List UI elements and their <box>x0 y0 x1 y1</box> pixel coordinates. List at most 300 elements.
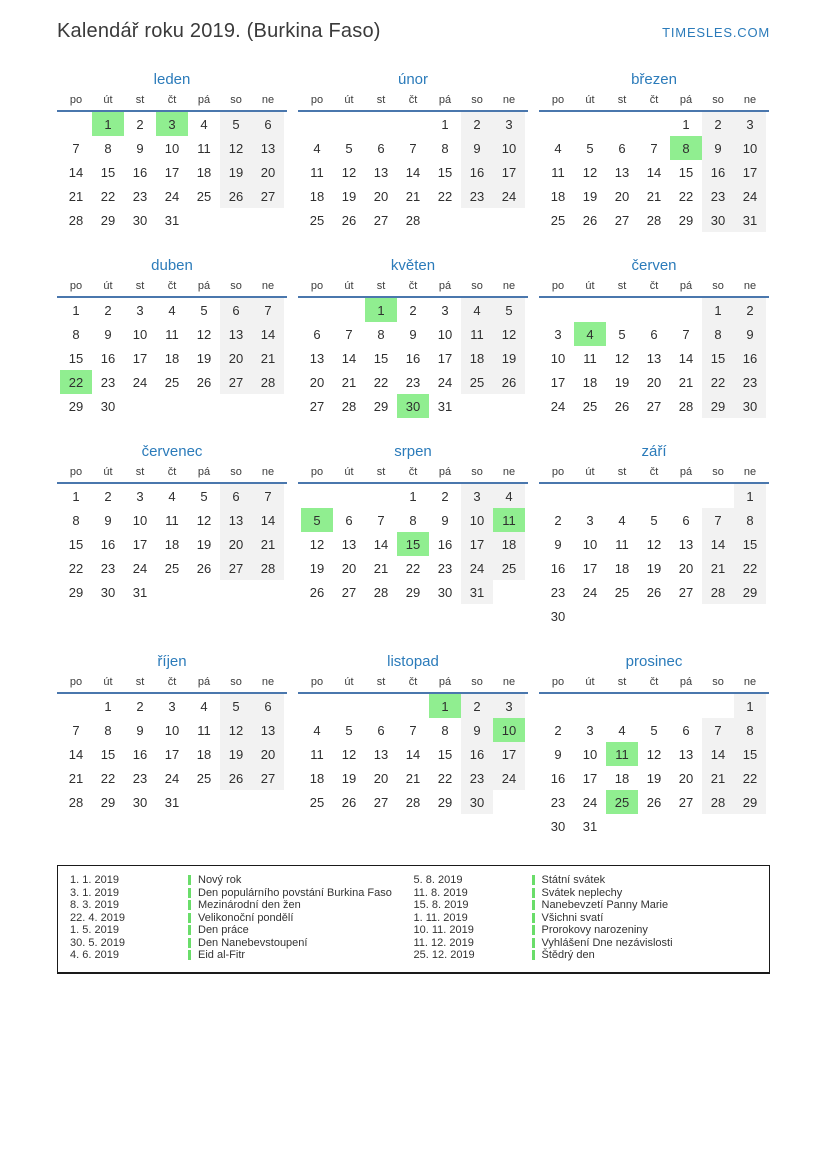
day-cell: 1 <box>734 694 766 718</box>
weekday-label: pá <box>197 676 211 688</box>
days-grid <box>298 298 528 418</box>
day-cell: 18 <box>309 770 325 786</box>
day-cell: 26 <box>341 212 357 228</box>
day-cell: 2 <box>136 116 144 132</box>
day-cell: 19 <box>493 346 525 370</box>
day-cell: 2 <box>461 694 493 718</box>
weekday-label: po <box>551 676 565 688</box>
weekday-label: so <box>712 280 724 292</box>
day-cell: 23 <box>461 766 493 790</box>
day-cell: 12 <box>646 536 662 552</box>
day-cell: 3 <box>136 488 144 504</box>
day-cell: 25 <box>606 790 638 814</box>
month-květen <box>298 257 528 418</box>
day-cell: 5 <box>586 140 594 156</box>
day-cell: 29 <box>100 212 116 228</box>
legend-label: Vyhlášení Dne nezávislosti <box>541 936 673 949</box>
day-cell: 29 <box>437 794 453 810</box>
weekday-label: so <box>230 676 242 688</box>
day-cell: 20 <box>252 742 284 766</box>
day-cell: 22 <box>100 770 116 786</box>
legend-item <box>70 874 414 887</box>
weekday-label: st <box>376 280 386 292</box>
day-cell: 1 <box>734 484 766 508</box>
day-cell: 7 <box>252 484 284 508</box>
legend-item <box>70 912 414 925</box>
brand-link[interactable]: TIMESLES.COM <box>662 25 770 40</box>
weekday-label: pá <box>679 94 693 106</box>
day-cell: 10 <box>734 136 766 160</box>
legend-date: 22. 4. 2019 <box>70 911 126 924</box>
day-cell: 19 <box>220 742 252 766</box>
day-cell: 29 <box>734 580 766 604</box>
day-cell: 11 <box>461 322 493 346</box>
day-cell: 13 <box>373 164 389 180</box>
legend-date: 11. 12. 2019 <box>413 936 474 949</box>
day-cell: 15 <box>100 164 116 180</box>
legend-label: Státní svátek <box>541 874 606 886</box>
day-cell: 25 <box>461 370 493 394</box>
day-cell: 23 <box>132 188 148 204</box>
day-cell: 15 <box>678 164 694 180</box>
day-cell: 12 <box>341 746 357 762</box>
weekday-label: ne <box>261 466 275 478</box>
day-cell: 9 <box>554 536 562 552</box>
day-cell: 6 <box>252 694 284 718</box>
weekday-label: so <box>230 94 242 106</box>
day-cell: 27 <box>341 584 357 600</box>
day-cell: 2 <box>104 488 112 504</box>
day-cell: 27 <box>614 212 630 228</box>
day-cell: 13 <box>678 746 694 762</box>
day-cell: 21 <box>373 560 389 576</box>
days-grid <box>57 694 287 814</box>
weekday-label: pá <box>679 466 693 478</box>
day-cell: 30 <box>132 794 148 810</box>
weekday-label: po <box>310 280 324 292</box>
month-září <box>539 443 769 628</box>
day-cell: 25 <box>550 212 566 228</box>
legend-item <box>70 937 414 950</box>
day-cell: 18 <box>493 532 525 556</box>
empty-cell <box>60 112 92 136</box>
weekday-label: út <box>103 280 113 292</box>
legend-item <box>414 887 758 900</box>
empty-cell <box>542 112 574 136</box>
day-cell: 16 <box>100 536 116 552</box>
weekday-label: čt <box>649 94 659 106</box>
day-cell: 20 <box>341 560 357 576</box>
day-cell: 16 <box>702 160 734 184</box>
day-cell: 12 <box>341 164 357 180</box>
legend-date: 25. 12. 2019 <box>413 949 475 961</box>
day-cell: 22 <box>405 560 421 576</box>
day-cell: 12 <box>220 718 252 742</box>
month-červen <box>539 257 769 418</box>
weekday-label: čt <box>167 676 177 688</box>
day-cell: 24 <box>734 184 766 208</box>
day-cell: 25 <box>614 584 630 600</box>
day-cell: 9 <box>136 140 144 156</box>
day-cell: 15 <box>68 536 84 552</box>
day-cell: 31 <box>582 818 598 834</box>
day-cell: 20 <box>614 188 630 204</box>
day-cell: 10 <box>582 746 598 762</box>
empty-cell <box>670 694 702 718</box>
legend-label: Den populárního povstání Burkina Faso <box>198 886 392 899</box>
day-cell: 15 <box>734 532 766 556</box>
day-cell: 10 <box>164 722 180 738</box>
empty-cell <box>333 112 365 136</box>
day-cell: 7 <box>377 512 385 528</box>
weekday-label: po <box>69 466 83 478</box>
day-cell: 19 <box>220 160 252 184</box>
day-cell: 17 <box>493 160 525 184</box>
day-cell: 11 <box>197 140 211 156</box>
day-cell: 18 <box>614 560 630 576</box>
holiday-legend <box>57 865 770 974</box>
day-cell: 11 <box>493 508 525 532</box>
holiday-marker-bar <box>532 875 535 885</box>
day-cell: 26 <box>582 212 598 228</box>
day-cell: 31 <box>437 398 453 414</box>
day-cell: 20 <box>309 374 325 390</box>
day-cell: 21 <box>702 766 734 790</box>
day-cell: 8 <box>670 136 702 160</box>
day-cell: 13 <box>678 536 694 552</box>
month-title: březen <box>631 71 677 88</box>
legend-label: Mezinárodní den žen <box>198 899 301 911</box>
day-cell: 24 <box>164 770 180 786</box>
day-cell: 21 <box>405 770 421 786</box>
legend-date: 8. 3. 2019 <box>70 899 119 911</box>
day-cell: 7 <box>252 298 284 322</box>
weekday-header-row <box>57 466 287 482</box>
weekday-label: út <box>344 676 354 688</box>
calendar-grid <box>57 71 770 838</box>
day-cell: 21 <box>68 188 84 204</box>
day-cell: 16 <box>461 160 493 184</box>
day-cell: 2 <box>461 112 493 136</box>
days-grid <box>539 694 769 838</box>
day-cell: 6 <box>345 512 353 528</box>
day-cell: 16 <box>550 560 566 576</box>
weekday-label: ne <box>502 676 516 688</box>
day-cell: 7 <box>702 718 734 742</box>
day-cell: 11 <box>310 164 324 180</box>
day-cell: 4 <box>493 484 525 508</box>
day-cell: 22 <box>68 560 84 576</box>
day-cell: 22 <box>100 188 116 204</box>
legend-label: Den Nanebevstoupení <box>198 936 308 949</box>
day-cell: 18 <box>550 188 566 204</box>
day-cell: 21 <box>252 532 284 556</box>
day-cell: 7 <box>345 326 353 342</box>
days-grid <box>57 112 287 232</box>
day-cell: 30 <box>461 790 493 814</box>
weekday-label: ne <box>261 280 275 292</box>
day-cell: 30 <box>437 584 453 600</box>
day-cell: 3 <box>136 302 144 318</box>
day-cell: 14 <box>68 746 84 762</box>
day-cell: 13 <box>614 164 630 180</box>
day-cell: 17 <box>132 350 148 366</box>
weekday-header-row <box>539 94 769 110</box>
empty-cell <box>574 484 606 508</box>
day-cell: 2 <box>409 302 417 318</box>
day-cell: 24 <box>582 794 598 810</box>
day-cell: 28 <box>68 794 84 810</box>
day-cell: 17 <box>582 560 598 576</box>
day-cell: 13 <box>373 746 389 762</box>
day-cell: 17 <box>132 536 148 552</box>
day-cell: 4 <box>574 322 606 346</box>
empty-cell <box>301 484 333 508</box>
day-cell: 29 <box>405 584 421 600</box>
day-cell: 17 <box>734 160 766 184</box>
weekday-label: čt <box>408 676 418 688</box>
day-cell: 26 <box>196 374 212 390</box>
weekday-label: út <box>344 280 354 292</box>
legend-label: Nový rok <box>198 874 242 886</box>
empty-cell <box>606 694 638 718</box>
day-cell: 31 <box>132 584 148 600</box>
day-cell: 27 <box>252 184 284 208</box>
holiday-marker-bar <box>188 925 191 935</box>
legend-item <box>414 937 758 950</box>
days-grid <box>539 298 769 418</box>
day-cell: 28 <box>68 212 84 228</box>
page-header <box>0 0 827 43</box>
day-cell: 18 <box>164 350 180 366</box>
day-cell: 23 <box>461 184 493 208</box>
empty-cell <box>333 694 365 718</box>
legend-item <box>414 899 758 912</box>
day-cell: 6 <box>377 140 385 156</box>
days-grid <box>57 298 287 418</box>
holiday-marker-bar <box>532 913 535 923</box>
day-cell: 26 <box>341 794 357 810</box>
day-cell: 5 <box>220 112 252 136</box>
day-cell: 8 <box>441 722 449 738</box>
day-cell: 6 <box>313 326 321 342</box>
day-cell: 8 <box>441 140 449 156</box>
empty-cell <box>365 484 397 508</box>
day-cell: 9 <box>554 746 562 762</box>
legend-item <box>414 949 758 962</box>
month-leden <box>57 71 287 232</box>
weekday-label: so <box>712 94 724 106</box>
weekday-header-row <box>539 280 769 296</box>
holiday-marker-bar <box>188 875 191 885</box>
day-cell: 15 <box>100 746 116 762</box>
day-cell: 5 <box>618 326 626 342</box>
weekday-label: út <box>585 94 595 106</box>
day-cell: 3 <box>441 302 449 318</box>
day-cell: 1 <box>92 112 124 136</box>
day-cell: 2 <box>702 112 734 136</box>
holiday-marker-bar <box>532 925 535 935</box>
day-cell: 26 <box>493 370 525 394</box>
holiday-marker-bar <box>188 900 191 910</box>
month-únor <box>298 71 528 232</box>
legend-label: Den práce <box>198 924 249 936</box>
day-cell: 20 <box>678 770 694 786</box>
day-cell: 25 <box>196 770 212 786</box>
legend-item <box>414 874 758 887</box>
day-cell: 13 <box>252 718 284 742</box>
day-cell: 24 <box>582 584 598 600</box>
day-cell: 20 <box>220 346 252 370</box>
day-cell: 7 <box>702 508 734 532</box>
day-cell: 7 <box>682 326 690 342</box>
day-cell: 17 <box>582 770 598 786</box>
legend-date: 3. 1. 2019 <box>70 886 119 899</box>
day-cell: 23 <box>702 184 734 208</box>
day-cell: 28 <box>405 794 421 810</box>
weekday-label: čt <box>167 94 177 106</box>
day-cell: 3 <box>461 484 493 508</box>
weekday-label: út <box>103 676 113 688</box>
weekday-header-row <box>57 94 287 110</box>
weekday-label: pá <box>438 280 452 292</box>
weekday-label: ne <box>261 676 275 688</box>
day-cell: 1 <box>72 302 80 318</box>
day-cell: 15 <box>437 746 453 762</box>
day-cell: 14 <box>373 536 389 552</box>
day-cell: 10 <box>493 136 525 160</box>
month-title: červen <box>631 257 677 274</box>
weekday-label: pá <box>438 94 452 106</box>
day-cell: 20 <box>220 532 252 556</box>
day-cell: 4 <box>554 140 562 156</box>
day-cell: 29 <box>678 212 694 228</box>
day-cell: 11 <box>197 722 211 738</box>
day-cell: 4 <box>313 722 321 738</box>
day-cell: 24 <box>164 188 180 204</box>
weekday-label: pá <box>679 280 693 292</box>
empty-cell <box>574 298 606 322</box>
day-cell: 30 <box>734 394 766 418</box>
weekday-label: ne <box>743 280 757 292</box>
day-cell: 3 <box>156 112 188 136</box>
day-cell: 11 <box>310 746 324 762</box>
legend-label: Všichni svatí <box>541 911 604 924</box>
day-cell: 11 <box>606 742 638 766</box>
days-grid <box>57 484 287 604</box>
day-cell: 10 <box>132 326 148 342</box>
weekday-label: ne <box>743 466 757 478</box>
weekday-header-row <box>57 676 287 692</box>
legend-label: Nanebevzetí Panny Marie <box>541 899 669 911</box>
weekday-label: st <box>376 466 386 478</box>
day-cell: 24 <box>493 766 525 790</box>
day-cell: 21 <box>646 188 662 204</box>
day-cell: 27 <box>220 370 252 394</box>
day-cell: 15 <box>397 532 429 556</box>
month-title: leden <box>153 71 191 88</box>
empty-cell <box>542 298 574 322</box>
day-cell: 1 <box>365 298 397 322</box>
day-cell: 23 <box>132 770 148 786</box>
day-cell: 11 <box>165 512 179 528</box>
legend-label: Eid al-Fitr <box>198 949 246 961</box>
day-cell: 14 <box>252 508 284 532</box>
weekday-label: čt <box>167 466 177 478</box>
day-cell: 25 <box>309 794 325 810</box>
legend-item <box>70 924 414 937</box>
day-cell: 22 <box>437 770 453 786</box>
day-cell: 5 <box>650 512 658 528</box>
day-cell: 25 <box>493 556 525 580</box>
day-cell: 5 <box>200 302 208 318</box>
day-cell: 26 <box>646 584 662 600</box>
empty-cell <box>606 112 638 136</box>
day-cell: 5 <box>200 488 208 504</box>
day-cell: 16 <box>437 536 453 552</box>
day-cell: 2 <box>136 698 144 714</box>
weekday-header-row <box>298 676 528 692</box>
day-cell: 14 <box>702 532 734 556</box>
day-cell: 9 <box>104 326 112 342</box>
weekday-label: čt <box>649 466 659 478</box>
day-cell: 20 <box>252 160 284 184</box>
day-cell: 2 <box>554 722 562 738</box>
day-cell: 19 <box>196 350 212 366</box>
day-cell: 3 <box>554 326 562 342</box>
weekday-label: čt <box>408 94 418 106</box>
day-cell: 15 <box>373 350 389 366</box>
weekday-label: po <box>551 466 565 478</box>
day-cell: 3 <box>734 112 766 136</box>
day-cell: 16 <box>461 742 493 766</box>
day-cell: 21 <box>341 374 357 390</box>
weekday-label: so <box>471 280 483 292</box>
day-cell: 22 <box>60 370 92 394</box>
day-cell: 15 <box>437 164 453 180</box>
legend-label: Svátek neplechy <box>541 886 623 899</box>
weekday-header-row <box>298 466 528 482</box>
weekday-label: st <box>135 94 145 106</box>
empty-cell <box>365 694 397 718</box>
day-cell: 27 <box>646 398 662 414</box>
day-cell: 8 <box>72 326 80 342</box>
weekday-label: po <box>551 280 565 292</box>
day-cell: 24 <box>461 556 493 580</box>
day-cell: 26 <box>614 398 630 414</box>
day-cell: 8 <box>104 722 112 738</box>
day-cell: 2 <box>734 298 766 322</box>
day-cell: 22 <box>734 556 766 580</box>
day-cell: 28 <box>373 584 389 600</box>
weekday-label: čt <box>167 280 177 292</box>
day-cell: 4 <box>313 140 321 156</box>
day-cell: 23 <box>100 374 116 390</box>
day-cell: 29 <box>68 584 84 600</box>
day-cell: 6 <box>650 326 658 342</box>
day-cell: 22 <box>702 370 734 394</box>
page-title: Kalendář roku 2019. (Burkina Faso) <box>57 20 381 42</box>
weekday-label: so <box>471 94 483 106</box>
day-cell: 17 <box>461 532 493 556</box>
month-title: prosinec <box>625 653 683 670</box>
day-cell: 2 <box>441 488 449 504</box>
day-cell: 16 <box>734 346 766 370</box>
day-cell: 16 <box>405 350 421 366</box>
weekday-label: po <box>310 466 324 478</box>
holiday-marker-bar <box>532 938 535 948</box>
day-cell: 9 <box>461 718 493 742</box>
